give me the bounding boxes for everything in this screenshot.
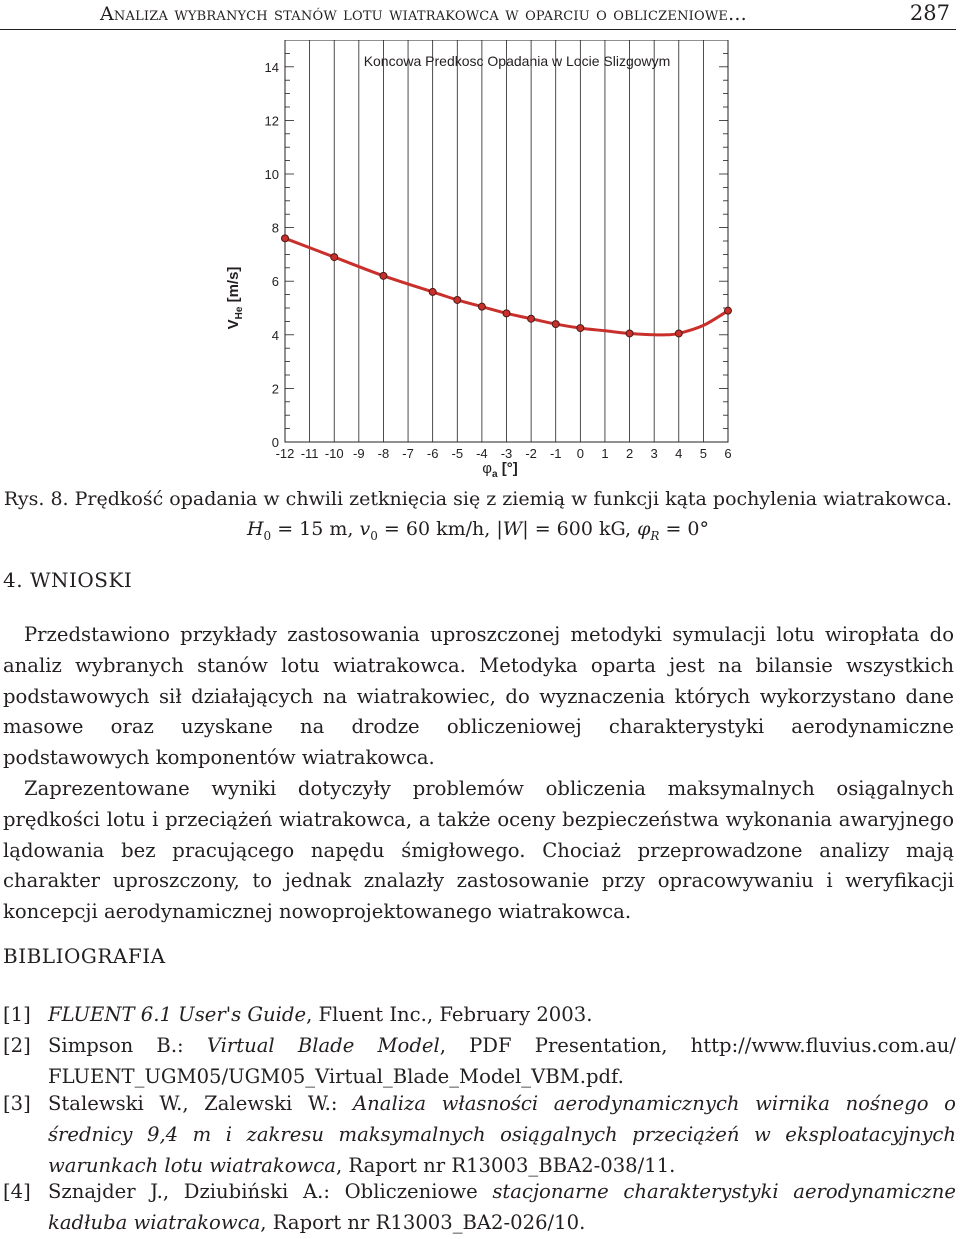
y-tick-label: 12 xyxy=(264,113,279,129)
x-tick-label: -2 xyxy=(525,446,537,461)
x-tick-label: -7 xyxy=(402,446,414,461)
data-point xyxy=(528,315,535,322)
y-axis-label: $V_{He}$ [m/s] xyxy=(225,266,245,330)
x-tick-label: -10 xyxy=(324,446,344,461)
data-point xyxy=(454,296,461,303)
y-tick-label: 2 xyxy=(271,381,279,397)
figure-caption: Rys. 8. Prędkość opadania w chwili zetknięcia się z ziemią w funkcji kąta pochylenia wiatrakowca. xyxy=(3,488,953,510)
data-point xyxy=(725,307,732,314)
x-tick-label: -9 xyxy=(353,446,365,461)
x-tick-label: -8 xyxy=(377,446,390,461)
x-tick-label: -12 xyxy=(275,446,295,461)
header-rule xyxy=(0,29,956,30)
x-axis-label: $\varphi_a$ [°] xyxy=(482,460,518,480)
section-heading: 4. WNIOSKI xyxy=(3,568,133,592)
ref-number: [2] xyxy=(3,1034,31,1057)
ref-number: [3] xyxy=(3,1092,31,1115)
x-tick-label: -5 xyxy=(451,446,464,461)
running-title: Analiza wybranych stanów lotu wiatrakowca w oparciu o obliczeniowe... xyxy=(100,3,747,25)
chart-grid xyxy=(285,40,728,442)
ref-number: [1] xyxy=(3,1003,31,1026)
y-tick-labels xyxy=(265,60,279,450)
descent-speed-chart xyxy=(0,40,960,480)
x-tick-label: -1 xyxy=(549,446,562,461)
x-tick-label: -3 xyxy=(500,446,513,461)
x-tick-label: 3 xyxy=(650,446,658,461)
bibliography-entry: [4] Sznajder J., Dziubiński A.: Obliczeniowe stacjonarne charakterystyki aerodynamiczne kadłuba wiatrakowca, Raport nr R13003_BA2-026/10. xyxy=(3,1177,956,1239)
y-tick-label: 8 xyxy=(271,220,279,236)
page-number: 287 xyxy=(909,1,950,25)
bibliography-entry: [1] FLUENT 6.1 User's Guide, Fluent Inc., February 2003. xyxy=(3,1000,956,1031)
x-tick-label: 2 xyxy=(625,446,634,461)
y-tick-label: 0 xyxy=(271,435,279,450)
x-tick-labels xyxy=(276,446,732,461)
x-tick-label: -4 xyxy=(476,446,488,461)
data-point xyxy=(380,272,387,279)
paragraph: Przedstawiono przykłady zastosowania uproszczonej metodyki symulacji lotu wiropłata do analiz wybranych stanów lotu wiatrakowca. Metodyka oparta jest na bilansie wszystkich podstawowych sił działających na wiatrakowiec, do wyznaczenia których wykorzystano dane masowe oraz uzyskane na drodze obliczeniowej charakterystyki aerodynamiczne podstawowych komponentów wiatrakowca. xyxy=(3,623,954,770)
x-tick-label: 4 xyxy=(675,446,683,461)
data-point xyxy=(503,310,510,317)
bibliography-entry: [3] Stalewski W., Zalewski W.: Analiza własności aerodynamicznych wirnika nośnego o średnicy 9,4 m i zakresu maksymalnych osiągalnych przeciążeń w eksploatacyjnych warunkach lotu wiatrakowca, Raport nr R13003_BBA2-038/11. xyxy=(3,1089,956,1181)
bibliography-entry: [2] Simpson B.: Virtual Blade Model, PDF Presentation, http://www.fluvius.com.au/ FLUENT_UGM05/UGM05_Virtual_Blade_Model_VBM.pdf. xyxy=(3,1031,956,1093)
data-point xyxy=(552,321,559,328)
x-tick-label: -6 xyxy=(426,446,439,461)
chart-title: Koncowa Predkosc Opadania w Locie Slizgowym xyxy=(363,53,671,69)
data-point xyxy=(429,288,436,295)
y-tick-label: 4 xyxy=(271,327,279,343)
data-point xyxy=(577,325,584,332)
x-tick-label: 1 xyxy=(601,446,609,461)
y-tick-label: 6 xyxy=(271,274,279,290)
x-tick-label: 5 xyxy=(699,446,708,461)
data-point xyxy=(626,330,633,337)
paragraph: Zaprezentowane wyniki dotyczyły problemów obliczenia maksymalnych osiągalnych prędkości lotu i przeciążeń wiatrakowca, a także oceny bezpieczeństwa wykonania awaryjnego lądowania bez pracującego napędu śmigłowego. Chociaż przeprowadzone analizy mają charakter uproszczony, to jednak znalazły zastosowanie przy opracowywaniu i weryfikacji koncepcji aerodynamicznej nowoprojektowanego wiatrakowca. xyxy=(3,777,954,924)
x-tick-label: -11 xyxy=(300,446,319,461)
figure-caption-params: $H_0 = 15$ m, $v_0 = 60$ km/h, |W| = 600 kG, $\varphi_R = 0^\circ$ xyxy=(246,518,710,543)
data-point xyxy=(675,330,682,337)
running-header xyxy=(0,0,956,30)
x-tick-label: 0 xyxy=(576,446,584,461)
data-point xyxy=(282,235,289,242)
bibliography-heading: BIBLIOGRAFIA xyxy=(3,944,166,968)
data-point xyxy=(331,254,338,261)
y-tick-label: 14 xyxy=(264,59,279,75)
data-point xyxy=(478,303,485,310)
ref-number: [4] xyxy=(3,1180,31,1203)
x-tick-label: 6 xyxy=(724,446,732,461)
y-tick-label: 10 xyxy=(264,167,279,182)
